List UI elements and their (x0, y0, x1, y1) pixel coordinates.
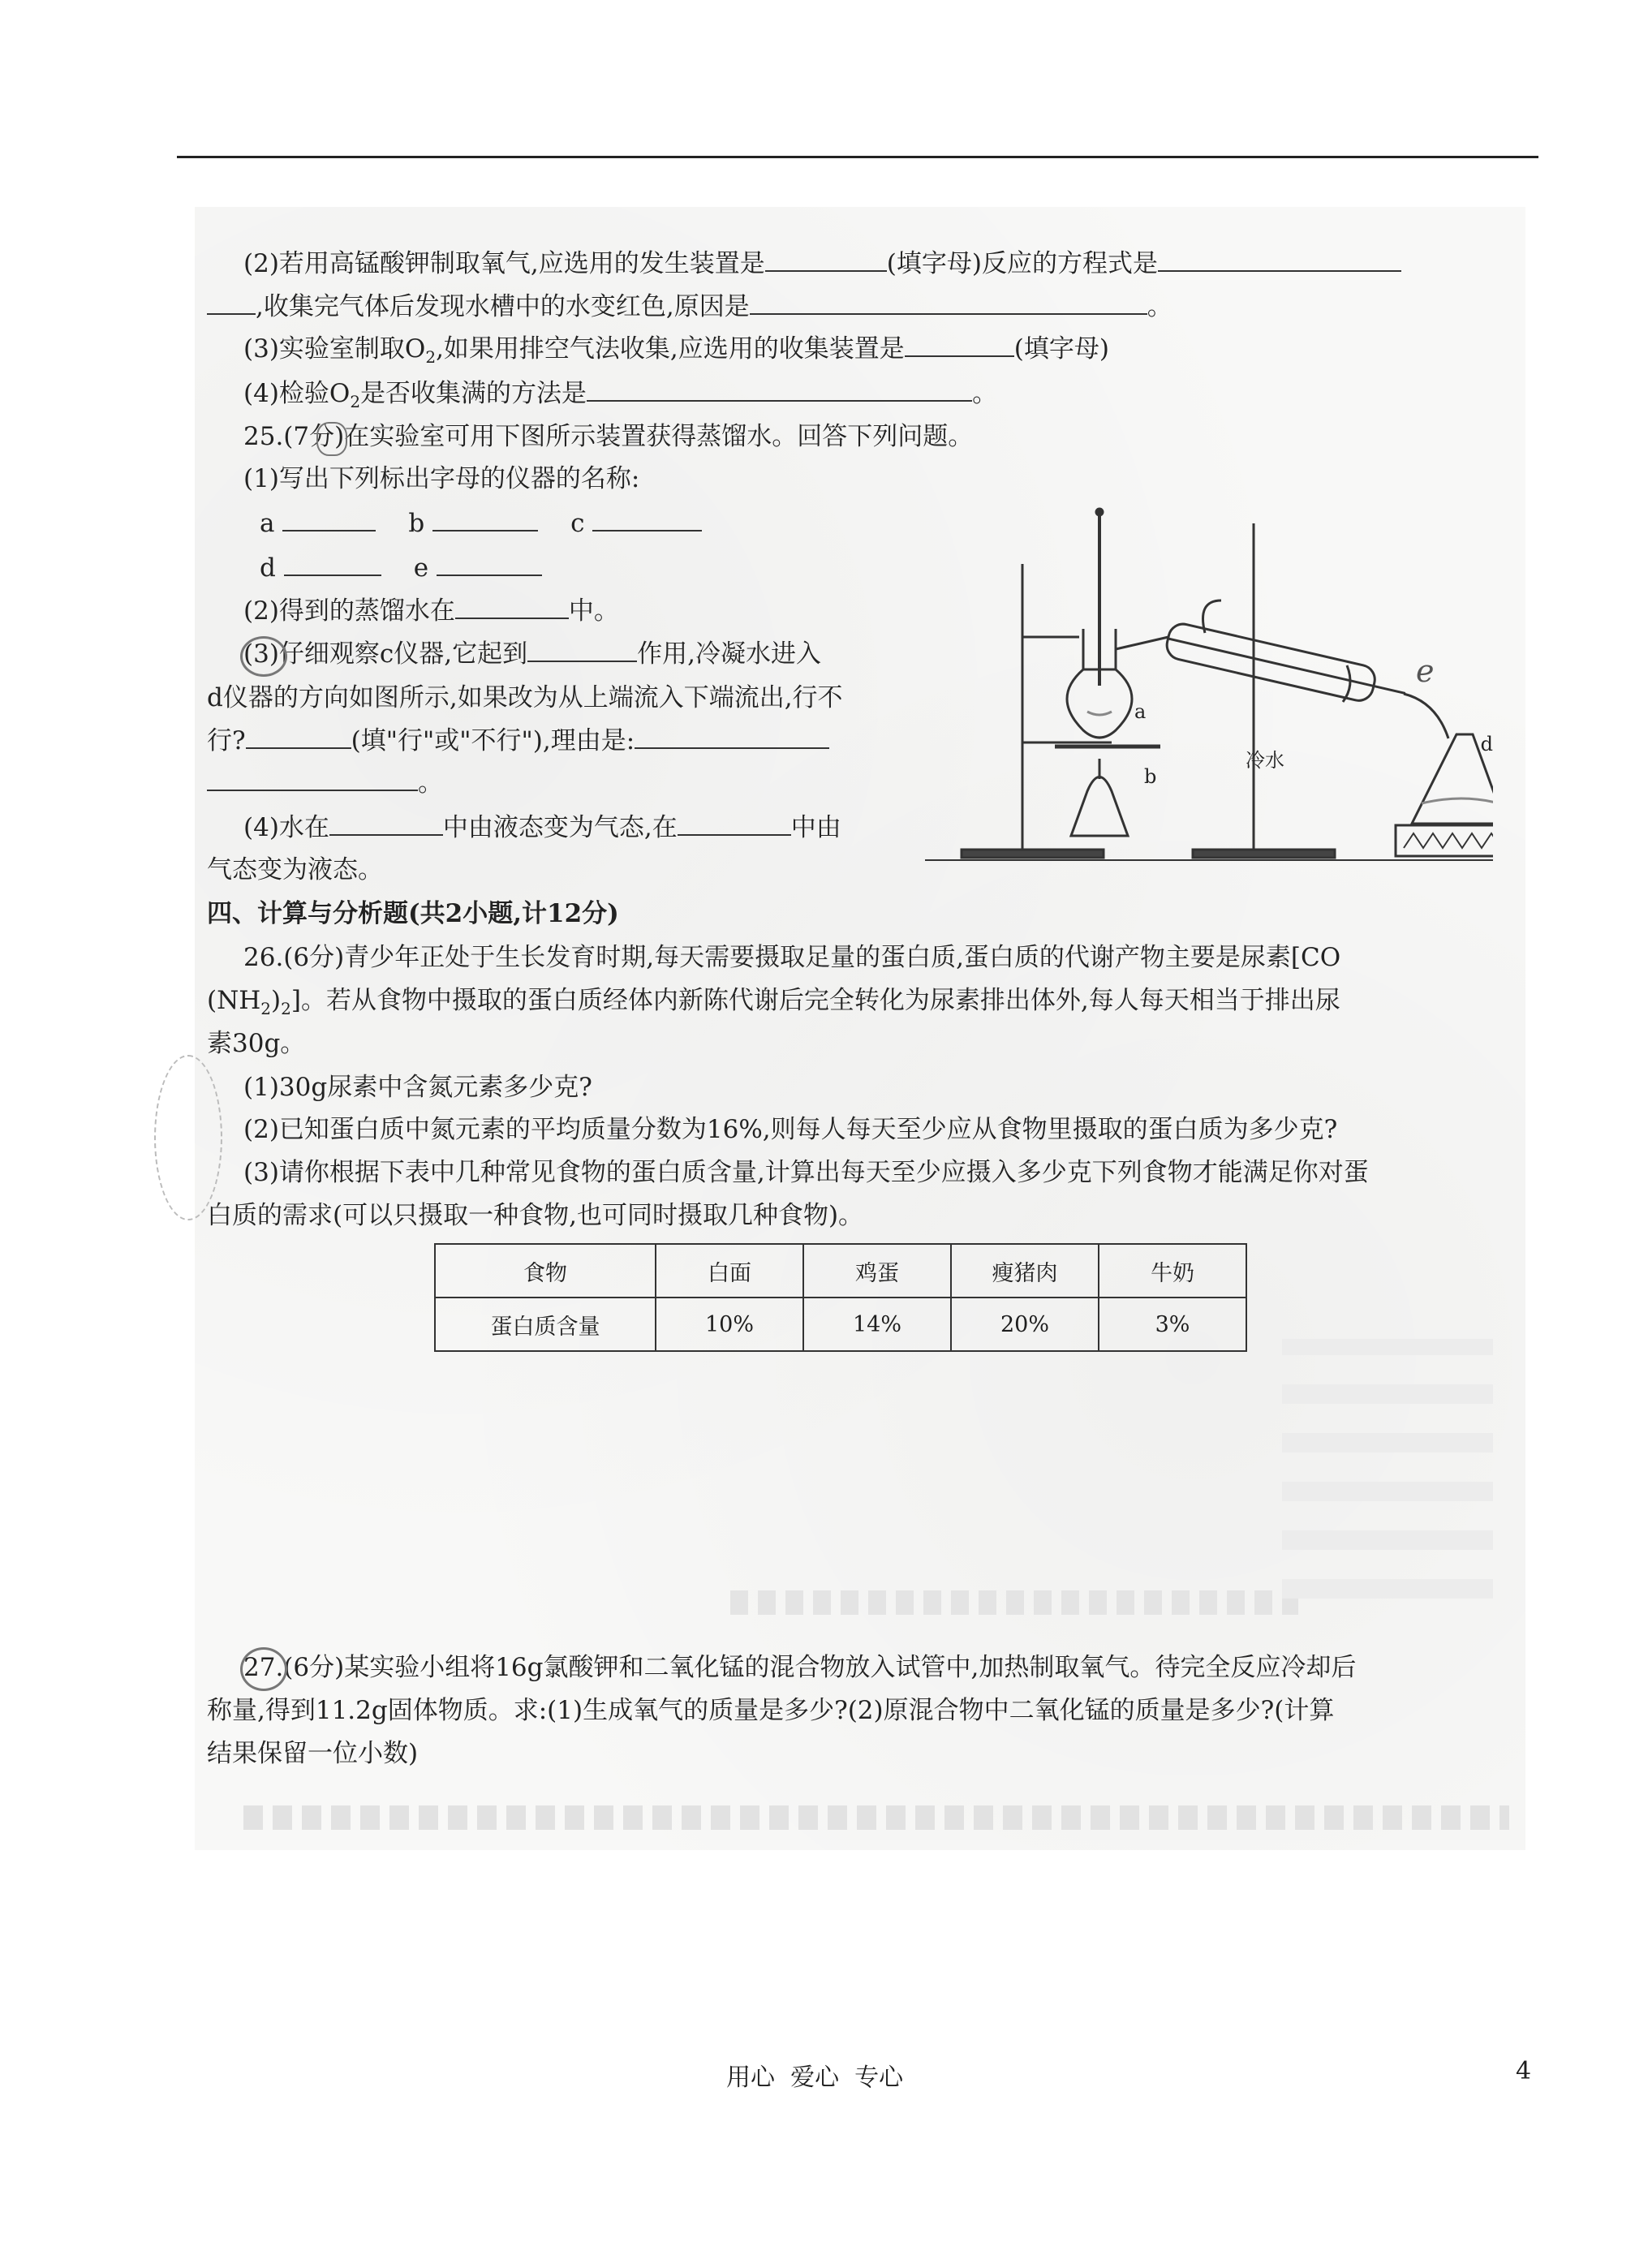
q24-4-line: (4)检验$O_2$是否收集满的方法是 。 (243, 379, 998, 412)
alcohol-lamp (1071, 777, 1128, 837)
handwritten-circle (240, 1647, 287, 1691)
protein-content-table (434, 1243, 1247, 1352)
table-cell: 3% (1099, 1298, 1246, 1351)
label-e: e (1416, 653, 1435, 689)
condenser (1164, 622, 1409, 711)
q24-2-line: (2)若用高锰酸钾制取氧气,应选用的发生装置是 (填字母)反应的方程式是 (243, 247, 1401, 280)
q26-2: (2)已知蛋白质中氮元素的平均质量分数为16%,则每人每天至少应从食物里摄取的蛋白质为多少克? (243, 1115, 1338, 1144)
q24-2c-line: ,收集完气体后发现水槽中的水变红色,原因是 。 (207, 290, 1172, 323)
bleed-through-noise (243, 1805, 1509, 1830)
q27-line-1: 27.(6分)某实验小组将16g氯酸钾和二氧化锰的混合物放入试管中,加热制取氧气。待完全反应冷却后 (243, 1653, 1357, 1682)
table-row (435, 1298, 1246, 1351)
label-d: d (1480, 733, 1493, 755)
q26-3b: 白质的需求(可以只摄取一种食物,也可同时摄取几种食物)。 (207, 1201, 864, 1230)
section-heading: 四、计算与分析题(共2小题,计12分) (207, 899, 619, 928)
q25-3c-line: d仪器的方向如图所示,如果改为从上端流入下端流出,行不 (207, 683, 843, 712)
q25-4d-line: 气态变为液态。 (207, 855, 383, 884)
q25-blanks-row1: a b c (260, 507, 702, 540)
table-header-cell: 鸡蛋 (803, 1244, 951, 1298)
handwritten-bracket-mark (154, 1055, 222, 1220)
q24-3-line: (3)实验室制取$O_2$,如果用排空气法收集,应选用的收集装置是 (填字母) (243, 334, 1109, 368)
table-cell: 20% (951, 1298, 1099, 1351)
label-cold-water: 冷水 (1246, 749, 1284, 772)
handwritten-circle (240, 636, 287, 677)
q25-3-line: (3)仔细观察c仪器,它起到 作用,冷凝水进入 (243, 639, 821, 669)
table-header-cell: 牛奶 (1099, 1244, 1246, 1298)
table-cell: 14% (803, 1298, 951, 1351)
q26-line-3: 素30g。 (207, 1029, 306, 1058)
header-rule (177, 156, 1538, 158)
stand-base-right (1193, 850, 1335, 858)
bleed-through-noise (1282, 1339, 1493, 1599)
q26-3a: (3)请你根据下表中几种常见食物的蛋白质含量,计算出每天至少应摄入多少克下列食物才能满足你对蛋 (243, 1158, 1369, 1187)
q27-line-3: 结果保留一位小数) (207, 1739, 419, 1768)
q25-blanks-row2: d e (260, 552, 542, 584)
label-a: a (1134, 700, 1147, 723)
table-header-cell: 白面 (656, 1244, 803, 1298)
q25-2-line: (2)得到的蒸馏水在 中。 (243, 596, 619, 626)
table-header-cell: 食物 (435, 1244, 656, 1298)
stand-base-left (962, 850, 1104, 858)
q25-3f-line: 。 (207, 767, 443, 799)
page-number: 4 (1516, 2057, 1532, 2085)
table-header-row (435, 1244, 1246, 1298)
q25-3d-line: 行? (填"行"或"不行"),理由是: (207, 725, 829, 757)
table-header-cell: 瘦猪肉 (951, 1244, 1099, 1298)
bleed-through-noise (730, 1590, 1298, 1615)
handwritten-mark (316, 422, 347, 456)
support-block (1396, 825, 1493, 856)
q25-4-line: (4)水在 中由液态变为气态,在 中由 (243, 813, 841, 842)
q26-1: (1)30g尿素中含氮元素多少克? (243, 1073, 592, 1102)
table-row-label: 蛋白质含量 (435, 1298, 656, 1351)
distillation-apparatus-diagram (925, 499, 1493, 864)
q26-line-1: 26.(6分)青少年正处于生长发育时期,每天需要摄取足量的蛋白质,蛋白质的代谢产物主要是尿素[CO (243, 943, 1341, 972)
q25-title: 25.(7分)在实验室可用下图所示装置获得蒸馏水。回答下列问题。 (243, 422, 974, 451)
label-b: b (1144, 765, 1157, 788)
q25-1-line: (1)写出下列标出字母的仪器的名称: (243, 464, 640, 493)
q26-line-2: $(NH_2)_2$]。若从食物中摄取的蛋白质经体内新陈代谢后完全转化为尿素排出体外,每人每天相当于排出尿 (207, 986, 1340, 1019)
q27-line-2: 称量,得到11.2g固体物质。求:(1)生成氧气的质量是多少?(2)原混合物中二氧化锰的质量是多少?(计算 (207, 1696, 1335, 1725)
table-cell: 10% (656, 1298, 803, 1351)
footer-motto: 用心 爱心 专心 (726, 2064, 904, 2092)
